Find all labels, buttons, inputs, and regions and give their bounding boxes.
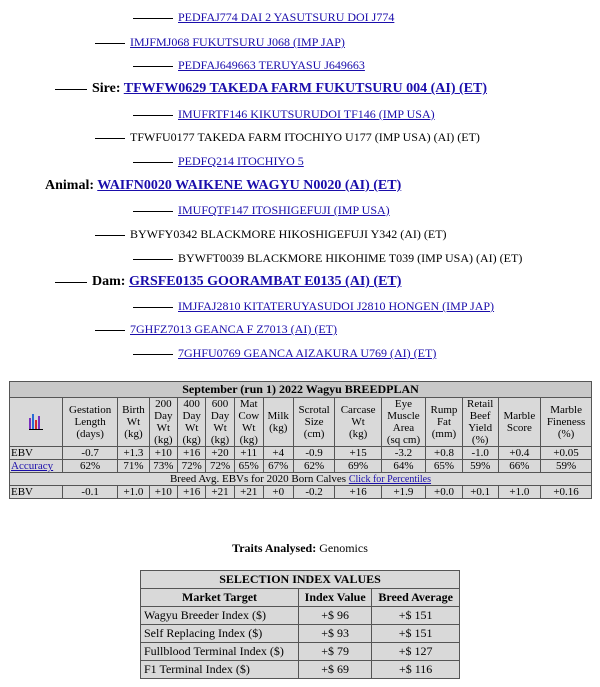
ebv-cell: -1.0	[462, 447, 498, 460]
breedplan-header-row	[10, 398, 592, 447]
ebv-cell: +0.8	[426, 447, 463, 460]
breed-avg-caption: Breed Avg. EBVs for 2020 Born Calves Click for Percentiles	[10, 473, 592, 486]
accuracy-row	[10, 460, 592, 473]
accuracy-link[interactable]: Accuracy	[11, 460, 54, 472]
breed-avg-row	[10, 486, 592, 499]
accuracy-cell: 73%	[149, 460, 177, 473]
index-value: +$ 69	[299, 661, 372, 679]
avg-cell: +16	[178, 486, 206, 499]
accuracy-cell: 59%	[462, 460, 498, 473]
pedigree-line-ds-dam	[133, 251, 522, 266]
avg-cell: +21	[234, 486, 263, 499]
dam-label: Dam:	[92, 274, 129, 289]
selection-header-row	[141, 589, 460, 607]
header-milk: Milk (kg)	[263, 398, 293, 447]
ebv-cell: +4	[263, 447, 293, 460]
pedigree-link[interactable]: IMUFRTF146 KIKUTSURUDOI TF146 (IMP USA)	[178, 107, 435, 121]
avg-cell: +1.0	[118, 486, 149, 499]
avg-cell: +16	[335, 486, 381, 499]
index-value: +$ 96	[299, 607, 372, 625]
avg-cell: +0.1	[462, 486, 498, 499]
accuracy-cell: 67%	[263, 460, 293, 473]
accuracy-cell: 65%	[426, 460, 463, 473]
animal-link[interactable]: WAIFN0020 WAIKENE WAGYU N0020 (AI) (ET)	[97, 178, 402, 193]
pedigree-line-ds-sire	[133, 203, 390, 218]
accuracy-cell: 59%	[541, 460, 592, 473]
index-value: +$ 93	[299, 625, 372, 643]
index-name: F1 Terminal Index ($)	[141, 661, 299, 679]
sire-link[interactable]: TFWFW0629 TAKEDA FARM FUKUTSURU 004 (AI) (ET)	[123, 81, 487, 96]
avg-cell: +0	[263, 486, 293, 499]
header-marble-score: Marble Score	[498, 398, 541, 447]
header-breed-average: Breed Average	[372, 589, 460, 607]
pedigree-text: TFWFU0177 TAKEDA FARM ITOCHIYO U177 (IMP USA) (AI) (ET)	[130, 130, 480, 144]
header-market-target: Market Target	[141, 589, 299, 607]
selection-row	[141, 607, 460, 625]
pedigree-link[interactable]: PEDFQ214 ITOCHIYO 5	[178, 154, 304, 168]
selection-row	[141, 643, 460, 661]
pedigree-line-sire-dam	[95, 130, 480, 145]
pedigree-line-dam-sire	[95, 227, 447, 242]
avg-cell: -0.1	[63, 486, 118, 499]
header-carcase-wt: Carcase Wt (kg)	[335, 398, 381, 447]
pedigree-link[interactable]: 7GHFZ7013 GEANCA F Z7013 (AI) (ET)	[130, 322, 337, 336]
accuracy-cell: 72%	[206, 460, 234, 473]
ebv-cell: +0.4	[498, 447, 541, 460]
ebv-cell: +0.05	[541, 447, 592, 460]
header-birth-wt: Birth Wt (kg)	[118, 398, 149, 447]
pedigree-line-sire	[55, 81, 487, 97]
header-retail-beef-yield: Retail Beef Yield (%)	[462, 398, 498, 447]
selection-index-table	[140, 570, 460, 679]
breedplan-title: September (run 1) 2022 Wagyu BREEDPLAN	[10, 382, 592, 398]
ebv-cell: +15	[335, 447, 381, 460]
index-breed-avg: +$ 151	[372, 607, 460, 625]
pedigree-line-dam	[55, 274, 401, 290]
accuracy-cell: 65%	[234, 460, 263, 473]
avg-cell: +0.16	[541, 486, 592, 499]
header-gestation: Gestation Length (days)	[63, 398, 118, 447]
header-eye-muscle-area: Eye Muscle Area (sq cm)	[381, 398, 425, 447]
pedigree-link[interactable]: PEDFAJ774 DAI 2 YASUTSURU DOI J774	[178, 10, 395, 24]
ebv-cell: +11	[234, 447, 263, 460]
header-mat-cow-wt: Mat Cow Wt (kg)	[234, 398, 263, 447]
avg-cell: +21	[206, 486, 234, 499]
chart-cell[interactable]	[10, 398, 63, 447]
header-scrotal-size: Scrotal Size (cm)	[293, 398, 335, 447]
breed-avg-caption-row	[10, 473, 592, 486]
pedigree-line-ss-sire	[133, 10, 394, 25]
ebv-cell: +16	[178, 447, 206, 460]
pedigree-link[interactable]: 7GHFU0769 GEANCA AIZAKURA U769 (AI) (ET)	[178, 346, 437, 360]
accuracy-cell: 62%	[293, 460, 335, 473]
accuracy-cell: 62%	[63, 460, 118, 473]
ebv-cell: -3.2	[381, 447, 425, 460]
index-breed-avg: +$ 116	[372, 661, 460, 679]
pedigree-line-ss-dam	[133, 58, 365, 73]
breedplan-table	[9, 381, 592, 499]
ebv-cell: +20	[206, 447, 234, 460]
pedigree-line-sd-sire	[133, 107, 435, 122]
index-name: Self Replacing Index ($)	[141, 625, 299, 643]
ebv-cell: -0.9	[293, 447, 335, 460]
header-index-value: Index Value	[299, 589, 372, 607]
selection-row	[141, 625, 460, 643]
pedigree-line-dd-dam	[133, 346, 436, 361]
traits-label: Traits Analysed:	[232, 541, 317, 555]
pedigree-link[interactable]: IMJFAJ2810 KITATERUYASUDOI J2810 HONGEN (IMP JAP)	[178, 299, 495, 313]
pedigree-link[interactable]: IMUFQTF147 ITOSHIGEFUJI (IMP USA)	[178, 203, 390, 217]
header-200-day-wt: 200 Day Wt (kg)	[149, 398, 177, 447]
accuracy-cell: 69%	[335, 460, 381, 473]
pedigree-link[interactable]: PEDFAJ649663 TERUYASU J649663	[178, 58, 365, 72]
pedigree-line-animal	[45, 178, 401, 194]
index-breed-avg: +$ 127	[372, 643, 460, 661]
accuracy-cell: 71%	[118, 460, 149, 473]
pedigree-text: BYWFT0039 BLACKMORE HIKOHIME T039 (IMP USA) (AI) (ET)	[178, 251, 523, 265]
percentiles-link[interactable]: Click for Percentiles	[348, 474, 432, 485]
pedigree-text: BYWFY0342 BLACKMORE HIKOSHIGEFUJI Y342 (AI) (ET)	[130, 227, 447, 241]
sire-label: Sire:	[92, 81, 124, 96]
header-rump-fat: Rump Fat (mm)	[426, 398, 463, 447]
index-name: Wagyu Breeder Index ($)	[141, 607, 299, 625]
avg-cell: +1.9	[381, 486, 425, 499]
traits-value: Genomics	[319, 541, 368, 555]
avg-label: EBV	[10, 486, 63, 499]
ebv-cell: +10	[149, 447, 177, 460]
header-400-day-wt: 400 Day Wt (kg)	[178, 398, 206, 447]
ebv-label: EBV	[10, 447, 63, 460]
index-value: +$ 79	[299, 643, 372, 661]
traits-analysed	[0, 541, 600, 556]
accuracy-cell: 66%	[498, 460, 541, 473]
header-600-day-wt: 600 Day Wt (kg)	[206, 398, 234, 447]
header-marble-fineness: Marble Fineness (%)	[541, 398, 592, 447]
pedigree-line-sire-sire	[95, 35, 345, 50]
avg-cell: -0.2	[293, 486, 335, 499]
index-name: Fullblood Terminal Index ($)	[141, 643, 299, 661]
ebv-cell: +1.3	[118, 447, 149, 460]
animal-label: Animal:	[45, 178, 98, 193]
pedigree-link[interactable]: IMJFMJ068 FUKUTSURU J068 (IMP JAP)	[130, 35, 345, 49]
bar-chart-icon[interactable]	[29, 412, 43, 433]
accuracy-cell: 64%	[381, 460, 425, 473]
avg-cell: +10	[149, 486, 177, 499]
ebv-row	[10, 447, 592, 460]
dam-link[interactable]: GRSFE0135 GOORAMBAT E0135 (AI) (ET)	[128, 274, 402, 289]
avg-cell: +0.0	[426, 486, 463, 499]
pedigree-line-sd-dam	[133, 154, 304, 169]
avg-cell: +1.0	[498, 486, 541, 499]
selection-row	[141, 661, 460, 679]
accuracy-cell-label	[10, 460, 63, 473]
ebv-cell: -0.7	[63, 447, 118, 460]
pedigree-line-dd-sire	[133, 299, 494, 314]
index-breed-avg: +$ 151	[372, 625, 460, 643]
accuracy-cell: 72%	[178, 460, 206, 473]
pedigree-line-dam-dam	[95, 322, 337, 337]
selection-title: SELECTION INDEX VALUES	[141, 571, 460, 589]
